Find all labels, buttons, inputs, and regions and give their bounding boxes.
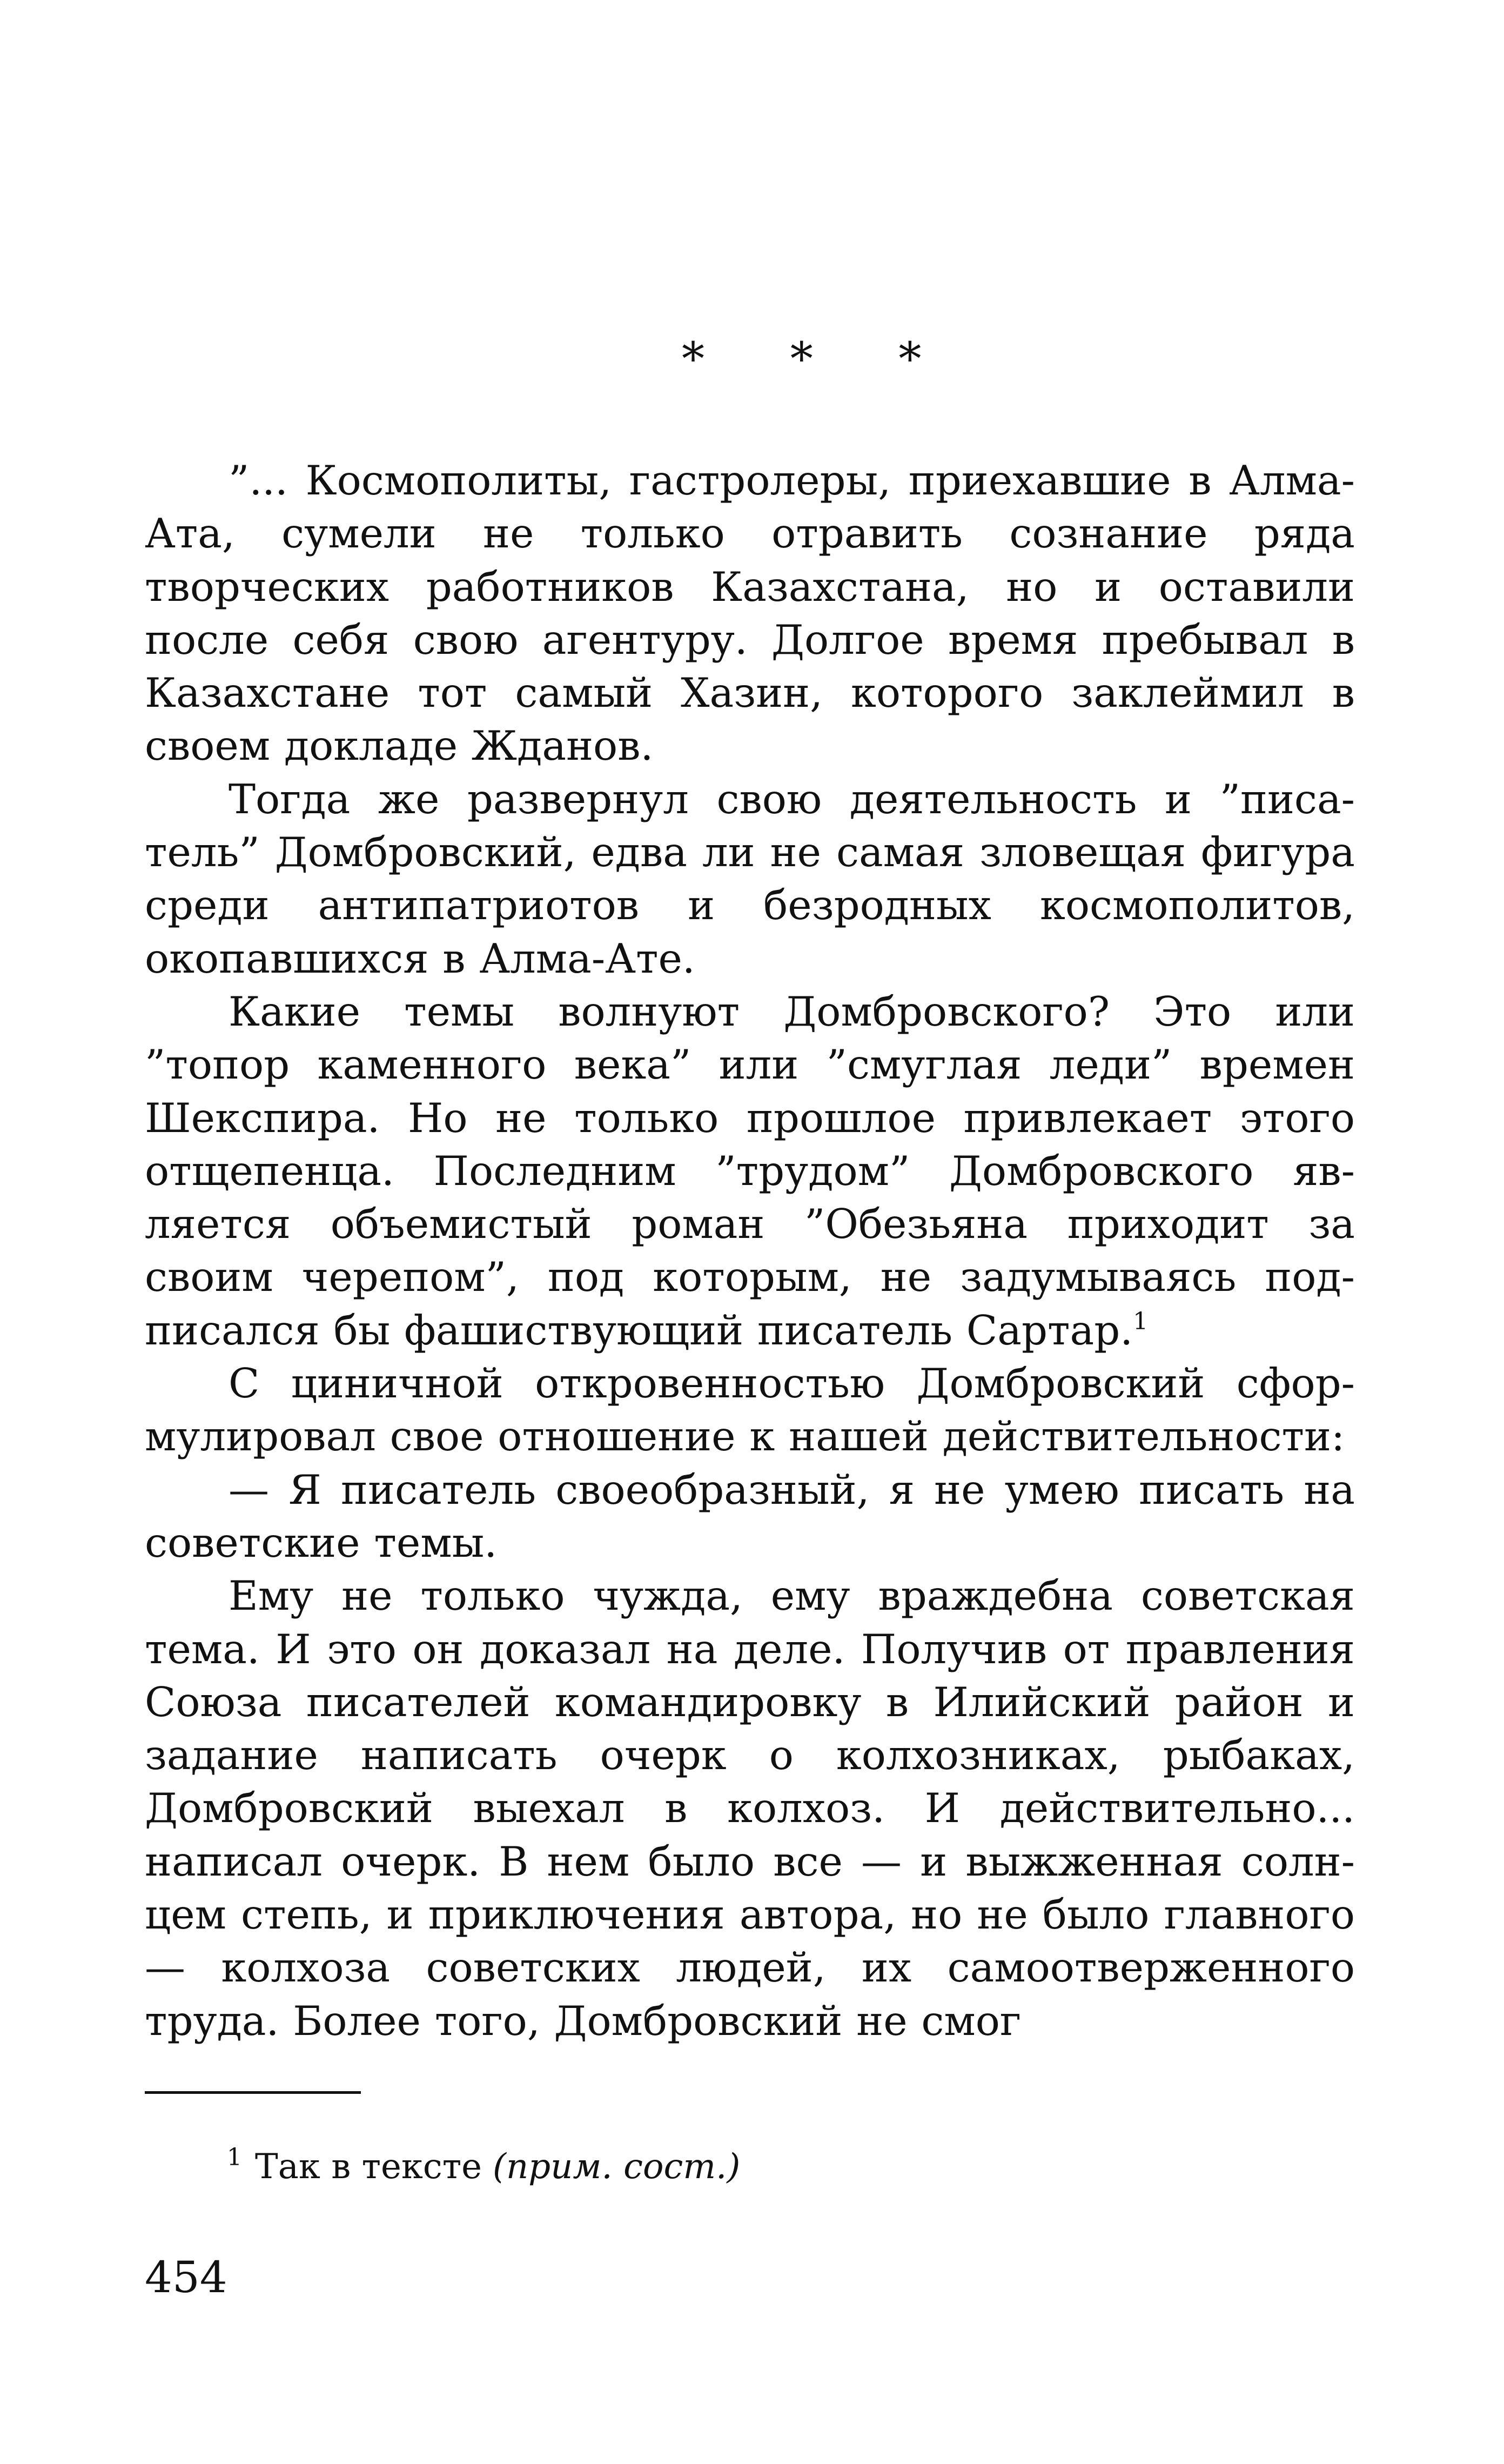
paragraph-3-text: Какие темы волнуют Домбровского? Это или ”топор каменного века” или ”смуглая леди” времен Шекспира. Но не только прошлое привлекает этого отщепенца. Последним ”трудом” Домбровского является объемистый роман ”Обезьяна приходит за своим черепом”, под которым, не задумываясь подписался бы фашиствующий писатель Сартар.: [145, 987, 1355, 1354]
footnote-editor-note: (прим. сост.): [492, 2147, 741, 2187]
paragraph-6: Ему не только чужда, ему враждебна советская тема. И это он доказал на деле. Получив от правления Союза писателей командировку в Илийский район и задание написать очерк о колхозниках, рыбаках, Домбровский выехал в колхоз. И действительно... написал очерк. В нем было все — и выжженная солнцем степь, и приключения автора, но не было главного — колхоза советских людей, их самоотверженного труда. Более того, Домбровский не смог: [145, 1572, 1355, 2045]
paragraph-5-quote: — Я писатель своеобразный, я не умею писать на советские темы.: [145, 1465, 1355, 1566]
main-text: [145, 454, 1355, 2047]
paragraph-1: ”... Космополиты, гастролеры, приехавшие в Алма-Ата, сумели не только отравить сознание ряда творческих работников Казахстана, но и оставили после себя свою агентуру. Долгое время пребывал в Казахстане тот самый Хазин, которого заклеймил в своем докладе Жданов.: [145, 457, 1355, 770]
section-separator: * * *: [682, 332, 957, 385]
footnote: [227, 2145, 740, 2188]
footnote-mark: 1: [227, 2144, 242, 2171]
footnote-reference[interactable]: 1: [1133, 1307, 1149, 1335]
footnote-text: Так в тексте: [255, 2147, 482, 2187]
paragraph-4: С циничной откровенностью Домбровский сформулировал свое отношение к нашей действительности:: [145, 1360, 1355, 1461]
page-number: 454: [145, 2252, 227, 2302]
paragraph-3: [145, 985, 1355, 1357]
footnote-divider: [145, 2091, 361, 2094]
paragraph-2: Тогда же развернул свою деятельность и ”писатель” Домбровский, едва ли не самая зловещая фигура среди антипатриотов и безродных космополитов, окопавшихся в Алма-Ате.: [145, 775, 1355, 982]
